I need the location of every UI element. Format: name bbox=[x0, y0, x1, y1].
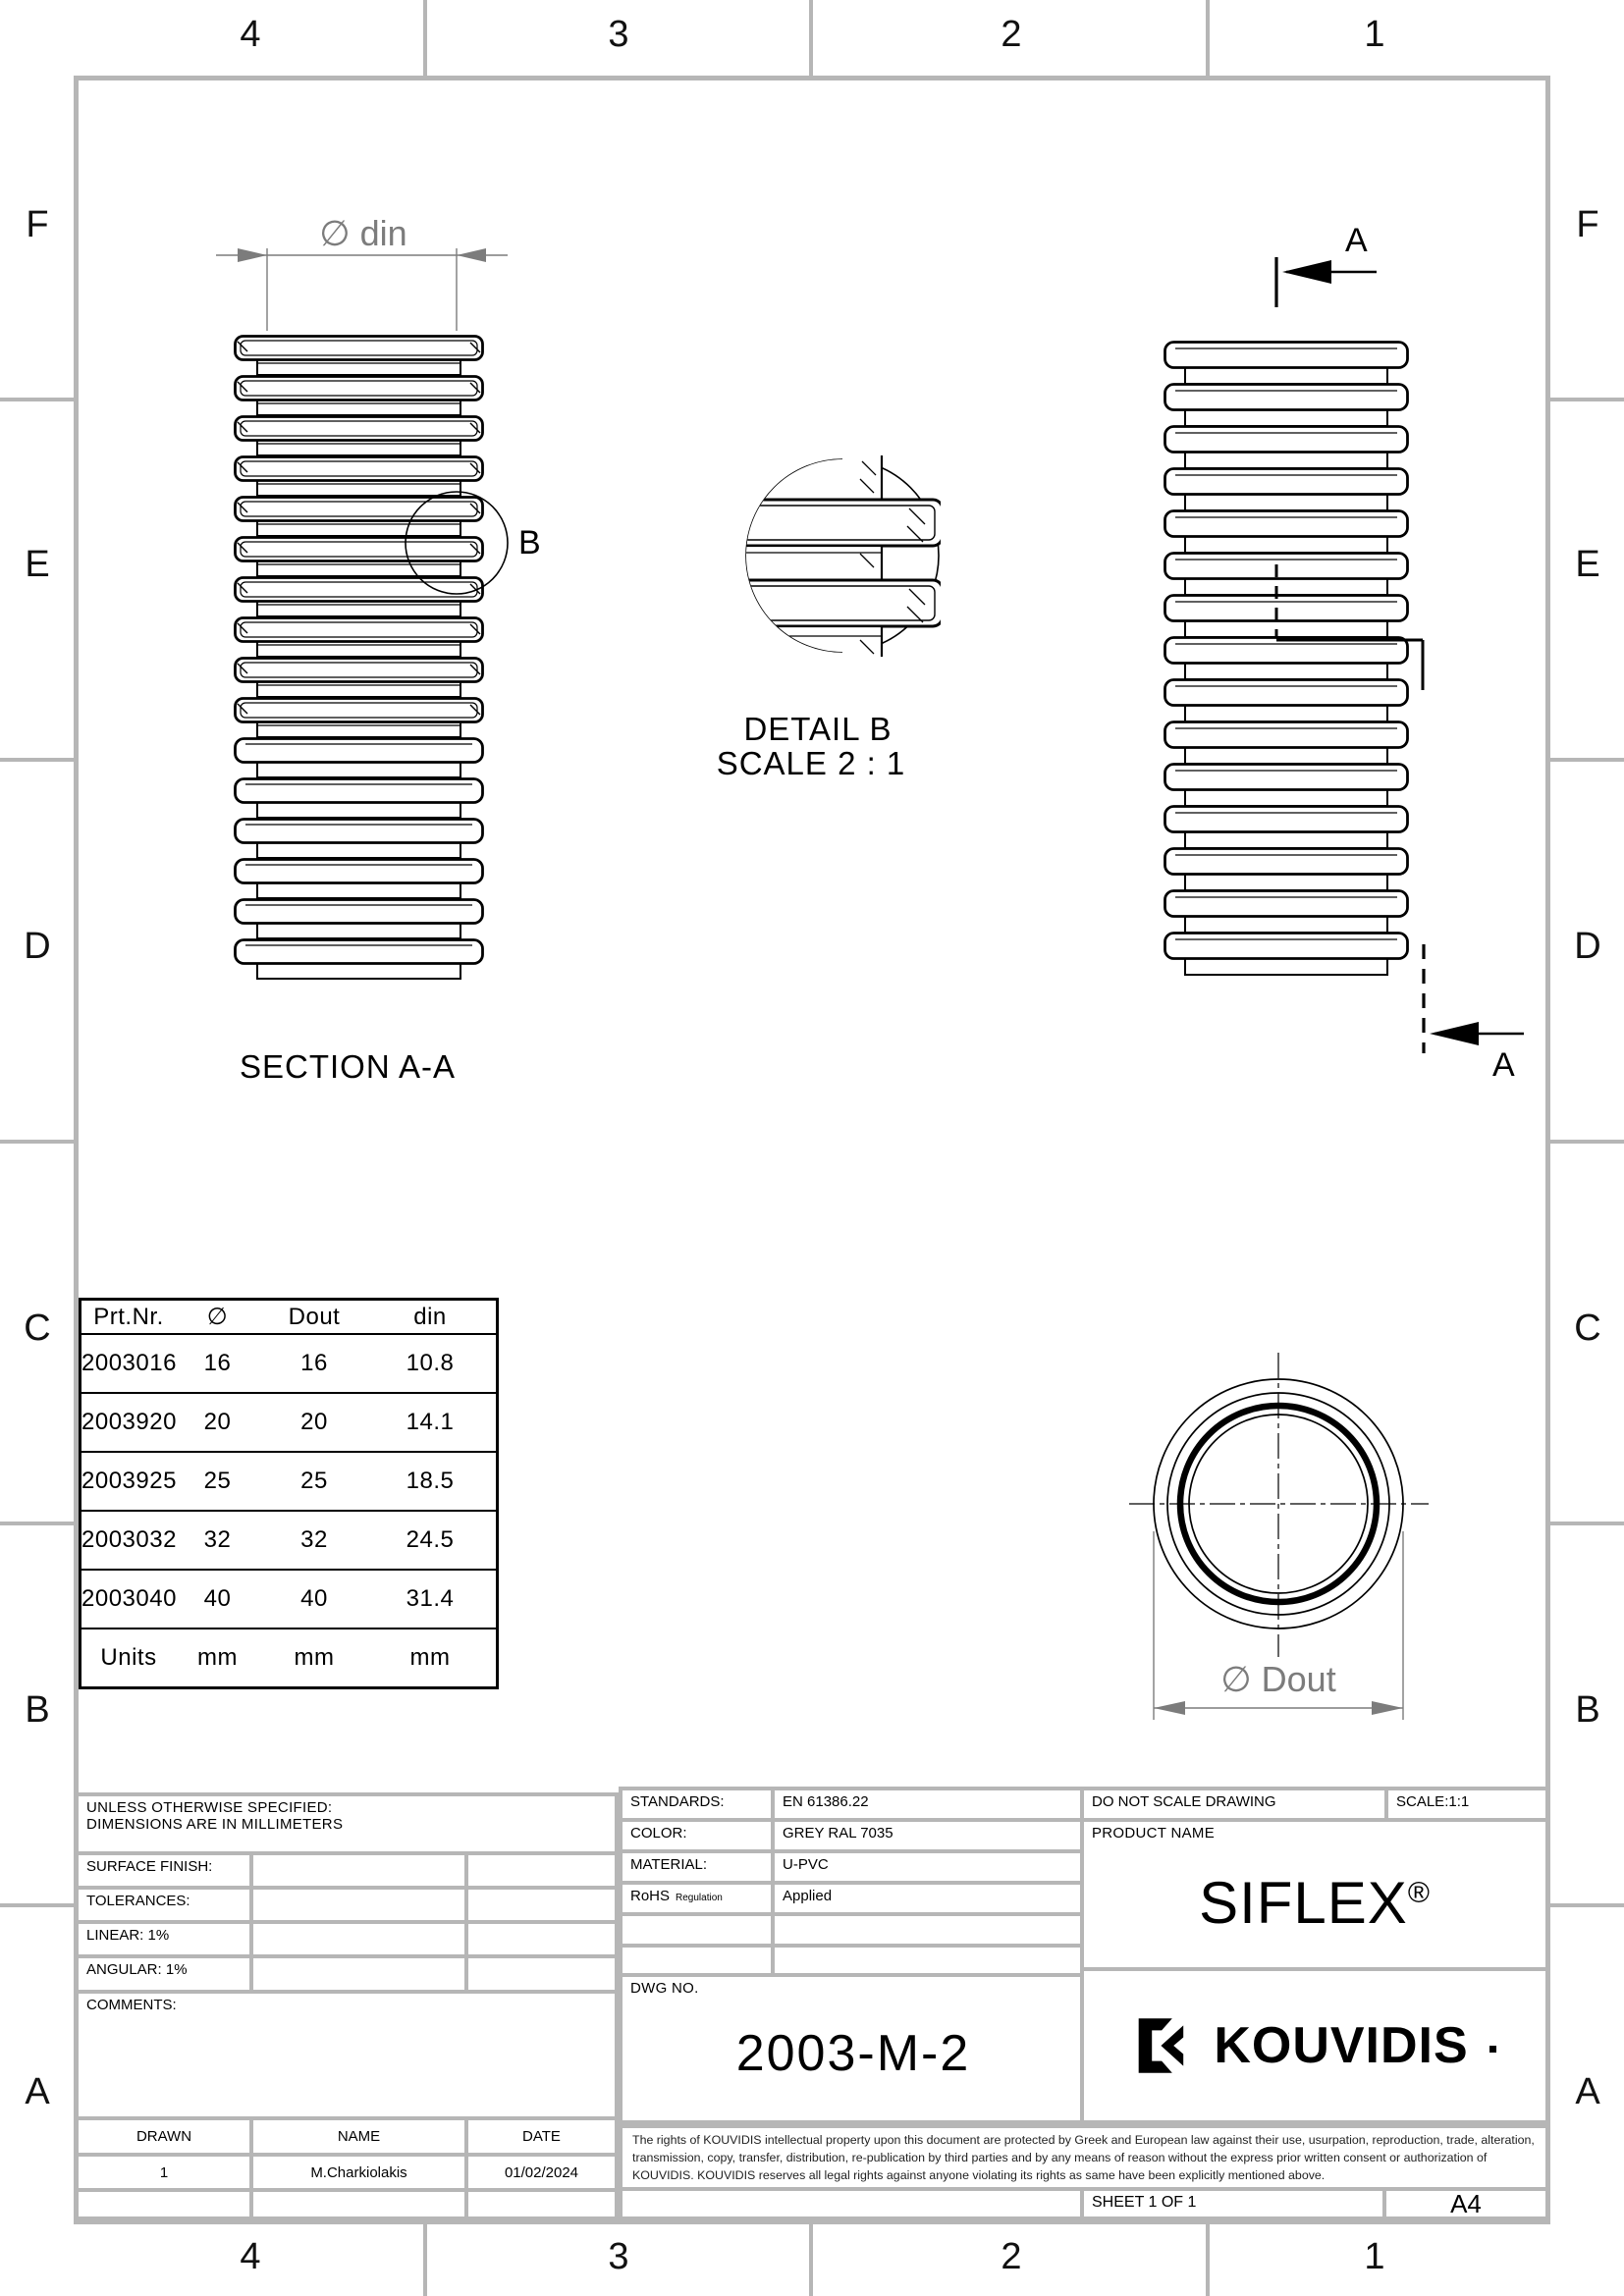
unless-line1: UNLESS OTHERWISE SPECIFIED: bbox=[86, 1799, 333, 1816]
empty-cell bbox=[775, 1948, 1084, 1973]
do-not-scale-label: DO NOT SCALE DRAWING bbox=[1084, 1790, 1384, 1818]
parts-table-header-row bbox=[81, 1301, 496, 1335]
col-header-dout: Dout bbox=[288, 1303, 341, 1330]
scale-value: SCALE:1:1 bbox=[1388, 1790, 1545, 1818]
standards-value: EN 61386.22 bbox=[775, 1790, 1084, 1818]
table-row bbox=[81, 1512, 496, 1571]
dwg-no-label: DWG NO. bbox=[630, 1980, 699, 1997]
empty-cell bbox=[623, 2191, 1080, 2216]
cell-prtnr: 2003032 bbox=[81, 1526, 177, 1553]
surface-finish-label: SURFACE FINISH: bbox=[79, 1855, 249, 1886]
cell-din: 31.4 bbox=[406, 1585, 455, 1612]
zone-row-label: D bbox=[1574, 926, 1601, 967]
brand-cell bbox=[1084, 1971, 1545, 2120]
zone-row-label: A bbox=[25, 2071, 50, 2112]
cut-a-top-label: A bbox=[1345, 222, 1368, 259]
dwg-no-cell bbox=[623, 1977, 1084, 2120]
empty-cell bbox=[623, 1948, 771, 1973]
parts-table bbox=[79, 1298, 499, 1689]
zone-col-label: 3 bbox=[608, 14, 629, 55]
titleblock-bottom bbox=[619, 2124, 1549, 2220]
name-value: M.Charkiolakis bbox=[253, 2157, 464, 2188]
empty-cell bbox=[468, 1855, 615, 1886]
table-row bbox=[81, 1571, 496, 1629]
product-name-cell bbox=[1084, 1822, 1545, 1967]
cut-a-bottom-label: A bbox=[1492, 1046, 1515, 1084]
titleblock-middle bbox=[619, 1787, 1088, 2124]
zone-row-label: B bbox=[25, 1689, 50, 1731]
drawn-header: DRAWN bbox=[79, 2120, 249, 2153]
titleblock-left bbox=[75, 1792, 619, 2220]
zone-row-label: F bbox=[1576, 204, 1599, 245]
table-row bbox=[81, 1394, 496, 1453]
cut-line-bottom bbox=[1424, 944, 1524, 1053]
color-value: GREY RAL 7035 bbox=[775, 1822, 1084, 1849]
zone-col-label: 4 bbox=[240, 14, 261, 55]
empty-cell bbox=[468, 2192, 615, 2216]
zone-col-label: 3 bbox=[608, 2236, 629, 2277]
din-dimension bbox=[216, 248, 508, 331]
empty-cell bbox=[623, 1916, 771, 1944]
empty-cell bbox=[253, 2192, 464, 2216]
cell-dout: 16 bbox=[300, 1350, 328, 1376]
comments-cell: COMMENTS: bbox=[79, 1994, 615, 2116]
detail-b-label: DETAIL B bbox=[743, 711, 893, 747]
zone-col-label: 1 bbox=[1364, 14, 1385, 55]
empty-cell bbox=[253, 1890, 464, 1920]
sheet-info: SHEET 1 OF 1 bbox=[1084, 2191, 1382, 2216]
color-label: COLOR: bbox=[623, 1822, 771, 1849]
product-name-label: PRODUCT NAME bbox=[1092, 1825, 1215, 1842]
trademark-dot-icon bbox=[1489, 2046, 1496, 2053]
section-aa-label: SECTION A-A bbox=[239, 1048, 457, 1085]
zone-col-label: 2 bbox=[1001, 14, 1022, 55]
dwg-no-value: 2003-M-2 bbox=[735, 2025, 971, 2082]
cell-units: Units bbox=[100, 1644, 157, 1671]
cell-din: 18.5 bbox=[406, 1468, 455, 1494]
material-value: U-PVC bbox=[775, 1853, 1084, 1881]
cell-unit-mm: mm bbox=[409, 1644, 451, 1671]
zone-col-label: 1 bbox=[1364, 2236, 1385, 2277]
empty-cell bbox=[253, 1958, 464, 1990]
cell-diameter: 32 bbox=[203, 1526, 232, 1553]
table-row bbox=[81, 1335, 496, 1394]
din-dim-label: ∅ din bbox=[319, 213, 407, 253]
detail-b-callout-circle bbox=[406, 492, 508, 594]
detail-b-callout-label: B bbox=[518, 524, 541, 561]
unless-line2: DIMENSIONS ARE IN MILLIMETERS bbox=[86, 1816, 344, 1833]
table-row bbox=[81, 1453, 496, 1512]
end-view bbox=[1129, 1353, 1429, 1657]
product-name-value bbox=[1092, 1869, 1538, 1937]
cell-dout: 20 bbox=[300, 1409, 328, 1435]
empty-cell bbox=[468, 1924, 615, 1954]
angular-label: ANGULAR: 1% bbox=[79, 1958, 249, 1990]
cell-diameter: 40 bbox=[203, 1585, 232, 1612]
empty-cell bbox=[775, 1916, 1084, 1944]
cell-unit-mm: mm bbox=[197, 1644, 238, 1671]
zone-row-label: F bbox=[26, 204, 49, 245]
cell-diameter: 16 bbox=[203, 1350, 232, 1376]
cut-line-top bbox=[1276, 257, 1377, 307]
product-name-text: SIFLEX bbox=[1199, 1870, 1408, 1936]
unless-otherwise-cell bbox=[79, 1796, 615, 1851]
cell-dout: 25 bbox=[300, 1468, 328, 1494]
drawn-value: 1 bbox=[79, 2157, 249, 2188]
material-label: MATERIAL: bbox=[623, 1853, 771, 1881]
zone-row-label: C bbox=[24, 1308, 51, 1349]
cut-line-path bbox=[1276, 564, 1423, 690]
zone-row-label: B bbox=[1575, 1689, 1600, 1731]
col-header-diameter: ∅ bbox=[206, 1304, 229, 1330]
col-header-din: din bbox=[413, 1303, 447, 1330]
kouvidis-logo-icon bbox=[1133, 2014, 1196, 2077]
paper-size: A4 bbox=[1386, 2191, 1545, 2216]
table-row-units bbox=[81, 1629, 496, 1686]
zone-row-label: E bbox=[25, 544, 50, 585]
cell-din: 24.5 bbox=[406, 1526, 455, 1553]
empty-cell bbox=[253, 1855, 464, 1886]
registered-mark: ® bbox=[1407, 1877, 1431, 1909]
cell-prtnr: 2003925 bbox=[81, 1468, 177, 1494]
cell-unit-mm: mm bbox=[294, 1644, 335, 1671]
cell-diameter: 25 bbox=[203, 1468, 232, 1494]
cell-prtnr: 2003920 bbox=[81, 1409, 177, 1435]
rohs-value: Applied bbox=[775, 1885, 1084, 1912]
zone-row-label: A bbox=[1575, 2071, 1600, 2112]
rohs-label bbox=[623, 1885, 771, 1912]
zone-col-label: 4 bbox=[240, 2236, 261, 2277]
date-header: DATE bbox=[468, 2120, 615, 2153]
standards-label: STANDARDS: bbox=[623, 1790, 771, 1818]
empty-cell bbox=[468, 1958, 615, 1990]
cell-dout: 32 bbox=[300, 1526, 328, 1553]
titleblock-right bbox=[1080, 1787, 1549, 2124]
cell-din: 14.1 bbox=[406, 1409, 455, 1435]
rohs-text: RoHS bbox=[630, 1888, 671, 1904]
empty-cell bbox=[468, 1890, 615, 1920]
rohs-sub-text: Regulation bbox=[676, 1893, 723, 1903]
empty-cell bbox=[79, 2192, 249, 2216]
cell-prtnr: 2003016 bbox=[81, 1350, 177, 1376]
empty-cell bbox=[253, 1924, 464, 1954]
legal-text: The rights of KOUVIDIS intellectual property upon this document are protected by Greek and European law against their use, usurpation, reproduction, trade, alteration, transmission, copy, transfer, distribution, re-publication by third parties and by any means of reason without the express prior written consent or authorization of KOUVIDIS. KOUVIDIS reserves all legal rights against anyone violating its rights as same have been explicitly mentioned above. bbox=[623, 2128, 1545, 2187]
detail-b-scale-label: SCALE 2 : 1 bbox=[716, 745, 906, 781]
date-value: 01/02/2024 bbox=[468, 2157, 615, 2188]
name-header: NAME bbox=[253, 2120, 464, 2153]
cell-din: 10.8 bbox=[406, 1350, 455, 1376]
zone-row-label: E bbox=[1575, 544, 1600, 585]
zone-col-label: 2 bbox=[1001, 2236, 1022, 2277]
cell-dout: 40 bbox=[300, 1585, 328, 1612]
linear-label: LINEAR: 1% bbox=[79, 1924, 249, 1954]
brand-name: KOUVIDIS bbox=[1214, 2017, 1469, 2074]
zone-row-label: D bbox=[24, 926, 51, 967]
tolerances-label: TOLERANCES: bbox=[79, 1890, 249, 1920]
cell-diameter: 20 bbox=[203, 1409, 232, 1435]
dout-dim-label: ∅ Dout bbox=[1220, 1659, 1336, 1699]
col-header-prtnr: Prt.Nr. bbox=[93, 1303, 164, 1330]
cell-prtnr: 2003040 bbox=[81, 1585, 177, 1612]
zone-row-label: C bbox=[1574, 1308, 1601, 1349]
